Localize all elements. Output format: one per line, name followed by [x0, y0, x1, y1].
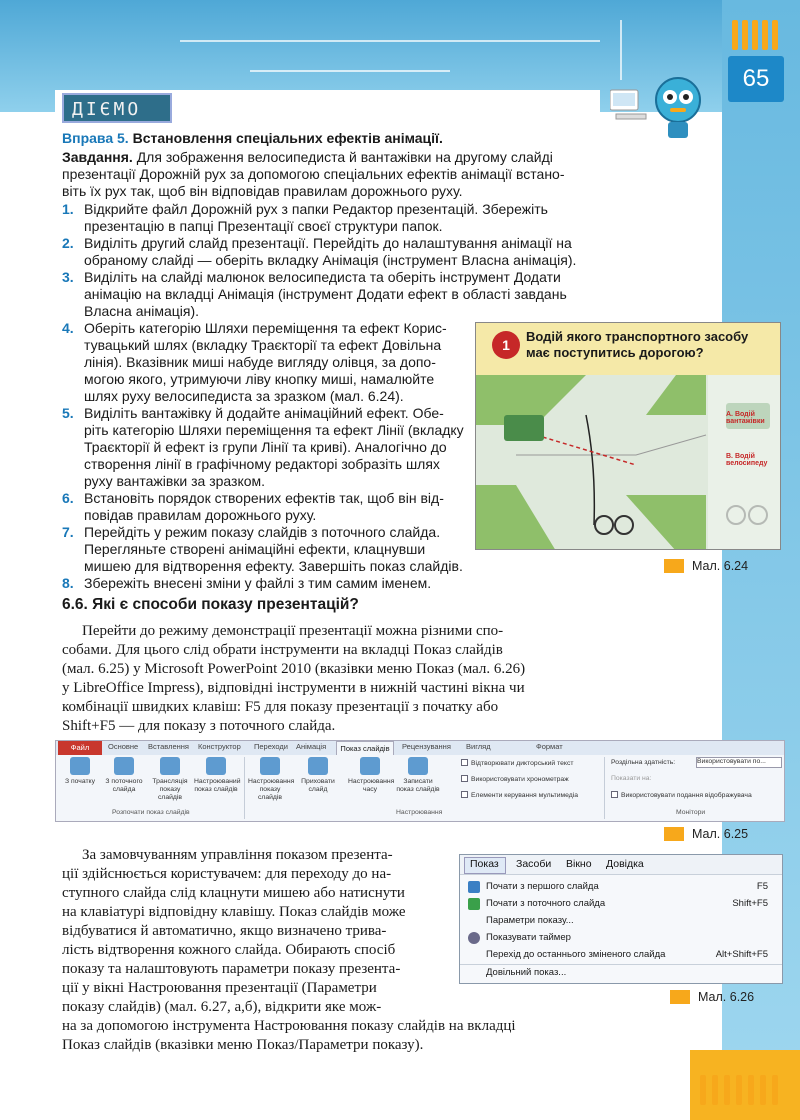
resolution-label: Роздільна здатність: — [611, 759, 676, 766]
broadcast-button[interactable]: Трансляція показу слайдів — [148, 757, 192, 807]
task-line-1 — [62, 149, 597, 166]
custom-show-button[interactable]: Настроюваний показ слайдів — [194, 757, 238, 807]
tab-transitions[interactable]: Переходи — [254, 742, 288, 751]
caption-marker — [664, 827, 684, 841]
group-setup: Настроювання — [396, 809, 443, 816]
para-line: За замовчуванням управління показом презента- — [82, 847, 393, 863]
para-line: у LibreOffice Impress), відповідні інструменти в нижній частині вікна чи — [62, 680, 525, 696]
para-line: комбінації швидких клавіш: F5 для показу презентації з початку або — [62, 699, 499, 715]
para-line: відбуватися й автоматично, якщо визначено трива- — [62, 923, 387, 939]
step-line: створення лінії в графічному редакторі зобразіть шлях — [84, 456, 440, 472]
narration-checkbox[interactable]: Відтворювати дикторський текст — [461, 759, 573, 767]
step-line: Траєкторії й ефект із групи Лінії та криві). Аналогічно до — [84, 439, 447, 455]
page-number: 65 — [728, 56, 784, 102]
slideshow-icon — [468, 881, 480, 893]
para-line: ступного слайда слід клацнути мишею або натиснути — [62, 885, 405, 901]
step-line: Виділіть на слайді малюнок велосипедиста та оберіть інструмент Додати — [84, 269, 561, 285]
para-line: показу та налаштовують параметри показу презента- — [62, 961, 401, 977]
answer-a: А. Водій вантажівки — [726, 411, 765, 425]
question-number: 1 — [492, 331, 520, 359]
step-line: Власна анімація). — [84, 303, 200, 319]
caption-marker — [664, 559, 684, 573]
checkbox-icon — [461, 759, 468, 766]
step-line: лінія). Вказівник миші набуде вигляду олівця, за допо- — [84, 354, 436, 370]
tab-view[interactable]: Вигляд — [466, 742, 491, 751]
group-monitors: Монітори — [676, 809, 706, 816]
tab-home[interactable]: Основне — [108, 742, 139, 751]
section-badge: ДІЄМО — [62, 93, 172, 123]
tab-slideshow[interactable]: Показ слайдів — [336, 741, 394, 755]
para-line: ції у вікні Настроювання презентації (Параметри — [62, 980, 377, 996]
slideshow-current-icon — [468, 898, 480, 910]
step-line: мишею для відтворення ефекту. Завершіть показ слайдів. — [84, 558, 463, 574]
powerpoint-ribbon — [55, 740, 785, 822]
tab-insert[interactable]: Вставлення — [148, 742, 189, 751]
from-beginning-button[interactable]: З початку — [58, 757, 102, 807]
checkbox-icon — [611, 791, 618, 798]
tab-format[interactable]: Формат — [536, 742, 563, 751]
para-line: ції здійснюється користувачем: для переходу до на- — [62, 866, 392, 882]
task-label: Завдання. — [62, 149, 133, 165]
menu-item-from-first[interactable]: Почати з першого слайда F5 — [460, 879, 782, 896]
robot-icon — [610, 70, 710, 140]
slideshow-icon — [70, 757, 90, 775]
libreoffice-show-menu — [459, 854, 783, 984]
show-on-label[interactable]: Показати на: — [611, 775, 652, 782]
menu-window[interactable]: Вікно — [566, 858, 592, 870]
timings-checkbox[interactable]: Використовувати хронометраж — [461, 775, 569, 783]
step-line: анімацію на вкладці Анімація (інструмент Додати ефект в області завдань — [84, 286, 567, 302]
circuit-line — [180, 40, 600, 42]
step-number: 7. — [62, 524, 74, 540]
step-line: руху вантажівки за зразком. — [84, 473, 266, 489]
checkbox-icon — [461, 791, 468, 798]
para-line: Перейти до режиму демонстрації презентації можна різними спо- — [82, 623, 504, 639]
from-current-button[interactable]: З поточного слайда — [102, 757, 146, 807]
step-line: Виділіть другий слайд презентації. Перейдіть до налаштування анімації на — [84, 235, 572, 251]
para-line: Показ слайдів (вказівки меню Показ/Параметри показу). — [62, 1037, 424, 1053]
caption-6-26: Мал. 6.26 — [698, 990, 755, 1004]
exercise-title-line — [62, 130, 443, 147]
step-line: ріть категорію Шляхи переміщення та ефект Лінії (вкладку — [84, 422, 464, 438]
step-line: Перегляньте створені анімаційні ефекти, клацнувши — [84, 541, 426, 557]
timer-icon — [360, 757, 380, 775]
step-line: тувацький шлях (вкладку Траєкторії та ефект Довільна — [84, 337, 442, 353]
step-line: повідав правилам дорожнього руху. — [84, 507, 317, 523]
question-text: Водій якого транспортного засобу має поступитись дорогою? — [526, 329, 749, 360]
caption-6-25: Мал. 6.25 — [692, 827, 749, 841]
menu-help[interactable]: Довідка — [606, 858, 644, 870]
task-line-3: віть їх рух так, щоб він відповідав правилам дорожнього руху. — [62, 183, 463, 199]
setup-icon — [260, 757, 280, 775]
tab-design[interactable]: Конструктор — [198, 742, 241, 751]
answer-b: В. Водій велосипеду — [726, 453, 768, 467]
para-line: на за допомогою інструмента Настроювання показу слайдів на вкладці — [62, 1018, 516, 1034]
step-line: Оберіть категорію Шляхи переміщення та ефект Корис- — [84, 320, 447, 336]
checkbox-icon — [461, 775, 468, 782]
para-line: собами. Для цього слід обрати інструменти на вкладці Показ слайдів — [62, 642, 503, 658]
media-controls-checkbox[interactable]: Елементи керування мультимедіа — [461, 791, 578, 799]
para-line: лість відтворення кожного слайда. Обирають спосіб — [62, 942, 396, 958]
para-line: Shift+F5 — для показу з поточного слайда. — [62, 718, 336, 734]
group-start-show: Розпочати показ слайдів — [112, 809, 190, 816]
menu-item-from-current[interactable]: Почати з поточного слайда Shift+F5 — [460, 896, 782, 913]
section-heading: 6.6. Які є способи показу презентацій? — [62, 596, 359, 613]
step-line: Відкрийте файл Дорожній рух з папки Редактор презентацій. Збережіть — [84, 201, 548, 217]
exercise-label: Вправа 5. — [62, 130, 129, 146]
step-line: могою якого, утримуючи ліву кнопку миші, намалюйте — [84, 371, 435, 387]
step-number: 3. — [62, 269, 74, 285]
caption-6-24: Мал. 6.24 — [692, 559, 749, 573]
step-line: презентацію в папці Презентації своєї структури папок. — [84, 218, 443, 234]
task-line-2: презентації Дорожній рух за допомогою спеціальних ефектів анімації встано- — [62, 166, 565, 182]
presenter-view-checkbox[interactable]: Використовувати подання відображувача — [611, 791, 752, 799]
menu-item-show-settings[interactable]: Параметри показу... — [486, 915, 574, 926]
step-line: шлях руху велосипедиста за зразком (мал. 6.24). — [84, 388, 404, 404]
custom-show-icon — [206, 757, 226, 775]
timer-icon — [468, 932, 480, 944]
step-number: 8. — [62, 575, 74, 591]
slideshow-icon — [114, 757, 134, 775]
setup-show-button[interactable]: Настроювання показу слайдів — [248, 757, 292, 807]
tab-review[interactable]: Рецензування — [402, 742, 451, 751]
para-line: показу слайдів) (мал. 6.27, а,б), відкрити яке мож- — [62, 999, 382, 1015]
exercise-title: Встановлення спеціальних ефектів анімації. — [132, 130, 443, 146]
resolution-dropdown[interactable]: Використовувати по... — [696, 757, 782, 768]
menu-item-show-timer[interactable]: Показувати таймер — [460, 930, 782, 947]
tab-animation[interactable]: Анімація — [296, 742, 327, 751]
step-line: Збережіть внесені зміни у файлі з тим самим іменем. — [84, 575, 432, 591]
rehearse-timings-button[interactable]: Настроювання часу — [348, 757, 392, 807]
hide-slide-button[interactable]: Приховати слайд — [296, 757, 340, 807]
bottom-right-background — [690, 1050, 800, 1120]
caption-marker — [670, 990, 690, 1004]
step-line: Встановіть порядок створених ефектів так, щоб він від- — [84, 490, 444, 506]
step-number: 5. — [62, 405, 74, 421]
step-line: обраному слайді — оберіть вкладку Анімація (інструмент Власна анімація). — [84, 252, 577, 268]
menu-tools[interactable]: Засоби — [516, 858, 552, 870]
para-line: (мал. 6.25) у Microsoft PowerPoint 2010 (вказівки меню Показ (мал. 6.26) — [62, 661, 526, 677]
step-number: 6. — [62, 490, 74, 506]
menu-slideshow[interactable]: Показ — [470, 858, 499, 870]
menu-item-custom-show[interactable]: Довільний показ... — [460, 964, 782, 981]
para-line: на клавіатурі відповідну клавішу. Показ слайдів може — [62, 904, 406, 920]
step-line: Виділіть вантажівку й додайте анімаційний ефект. Обе- — [84, 405, 444, 421]
step-number: 1. — [62, 201, 74, 217]
broadcast-icon — [160, 757, 180, 775]
step-number: 4. — [62, 320, 74, 336]
record-icon — [408, 757, 428, 775]
hide-slide-icon — [308, 757, 328, 775]
separator — [244, 757, 245, 819]
record-show-button[interactable]: Записати показ слайдів — [396, 757, 440, 807]
road-figure — [475, 322, 781, 550]
task-text: Для зображення велосипедиста й вантажівки на другому слайді — [136, 149, 553, 165]
circuit-line — [250, 70, 450, 72]
menu-item-last-edited[interactable]: Перехід до останнього зміненого слайда Alt+Shift+F5 — [486, 949, 768, 960]
tab-file[interactable]: Файл — [58, 741, 102, 755]
step-number: 2. — [62, 235, 74, 251]
separator — [604, 757, 605, 819]
step-line: Перейдіть у режим показу слайдів з поточного слайда. — [84, 524, 441, 540]
